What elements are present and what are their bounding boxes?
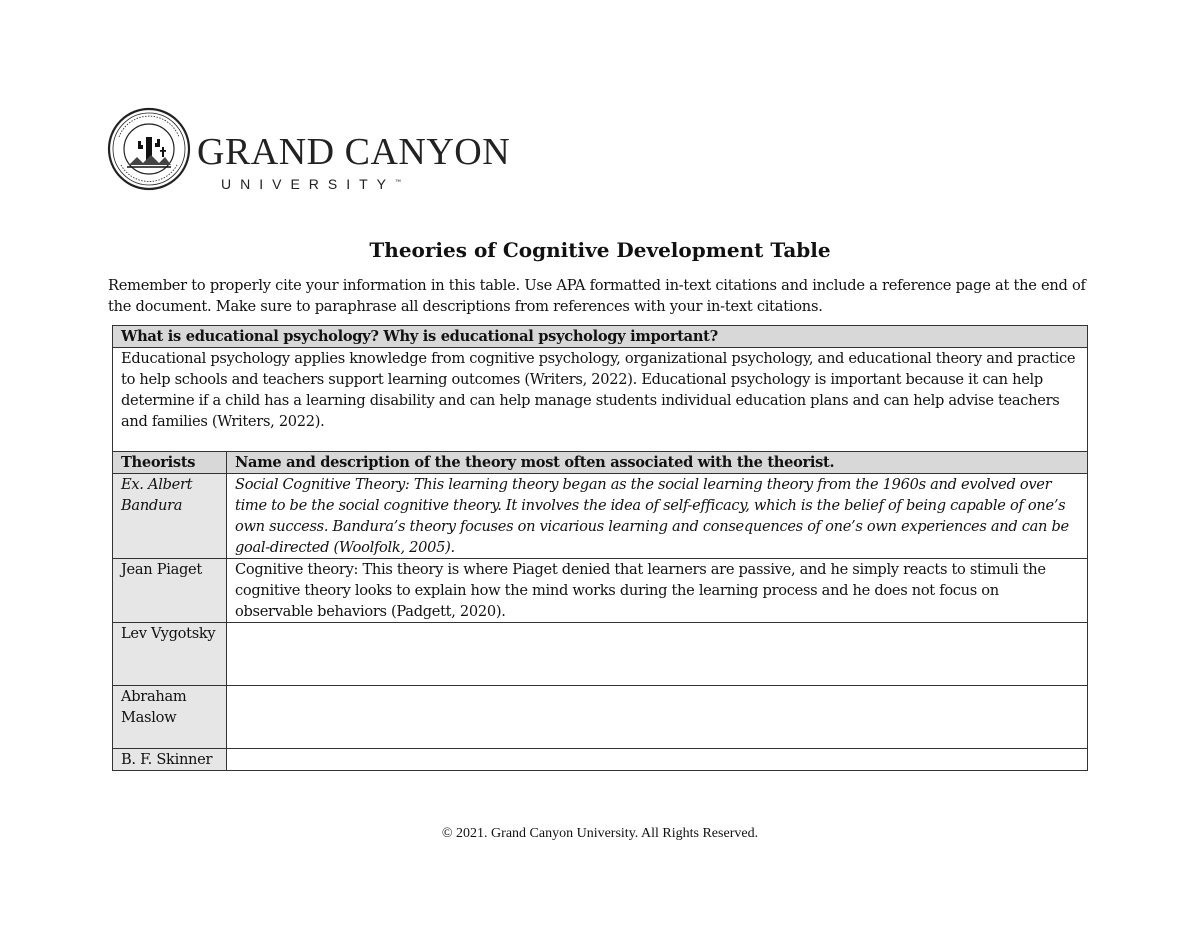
wordmark	[197, 131, 511, 192]
theorists-column-header: Theorists	[113, 452, 227, 474]
description-cell[interactable]	[227, 749, 1088, 771]
wordmark-university: UNIVERSITY	[221, 176, 396, 192]
university-logo	[107, 107, 511, 193]
instructions-paragraph: Remember to properly cite your information in this table. Use APA formatted in-text citations and include a reference page at the end of the document. Make sure to paraphrase all descriptions from references with your in-text citations.	[108, 277, 1086, 315]
wordmark-line1: GRAND CANYON	[197, 131, 511, 173]
table-row	[113, 686, 1088, 749]
document-title: Theories of Cognitive Development Table	[369, 238, 831, 262]
table-row	[113, 623, 1088, 686]
description-cell[interactable]	[227, 686, 1088, 749]
question-header: What is educational psychology? Why is educational psychology important?	[113, 326, 1088, 348]
description-column-header: Name and description of the theory most often associated with the theorist.	[227, 452, 1088, 474]
table-row	[113, 474, 1088, 559]
description-cell[interactable]: Social Cognitive Theory: This learning theory began as the social learning theory from the 1960s and evolved over time to be the social cognitive theory. It involves the idea of self-efficacy, which is the belief of being capable of one’s own success. Bandura’s theory focuses on vicarious learning and consequences of one’s own experiences and can be goal-directed (Woolfolk, 2005).	[227, 474, 1088, 559]
copyright-footer: © 2021. Grand Canyon University. All Rights Reserved.	[441, 826, 759, 841]
question-answer[interactable]: Educational psychology applies knowledge from cognitive psychology, organizational psychology, and educational theory and practice to help schools and teachers support learning outcomes (Writers, 2022). Educational psychology is important because it can help determine if a child has a learning disability and can help manage students individual education plans and can help advise teachers and families (Writers, 2022).	[113, 348, 1088, 452]
trademark-symbol: ™	[395, 179, 402, 186]
theorist-cell: Ex. Albert Bandura	[113, 474, 227, 559]
column-header-row	[113, 452, 1088, 474]
theorist-cell: B. F. Skinner	[113, 749, 227, 771]
theorist-cell: Abraham Maslow	[113, 686, 227, 749]
table-row	[113, 749, 1088, 771]
question-answer-row	[113, 348, 1088, 452]
theories-table	[112, 325, 1088, 771]
table-row	[113, 559, 1088, 623]
description-cell[interactable]: Cognitive theory: This theory is where Piaget denied that learners are passive, and he simply reacts to stimuli the cognitive theory looks to explain how the mind works during the learning process and he does not focus on observable behaviors (Padgett, 2020).	[227, 559, 1088, 623]
description-cell[interactable]	[227, 623, 1088, 686]
university-seal-icon	[107, 107, 191, 191]
theorist-cell: Jean Piaget	[113, 559, 227, 623]
wordmark-line2	[221, 176, 401, 192]
theorist-cell: Lev Vygotsky	[113, 623, 227, 686]
question-header-row	[113, 326, 1088, 348]
